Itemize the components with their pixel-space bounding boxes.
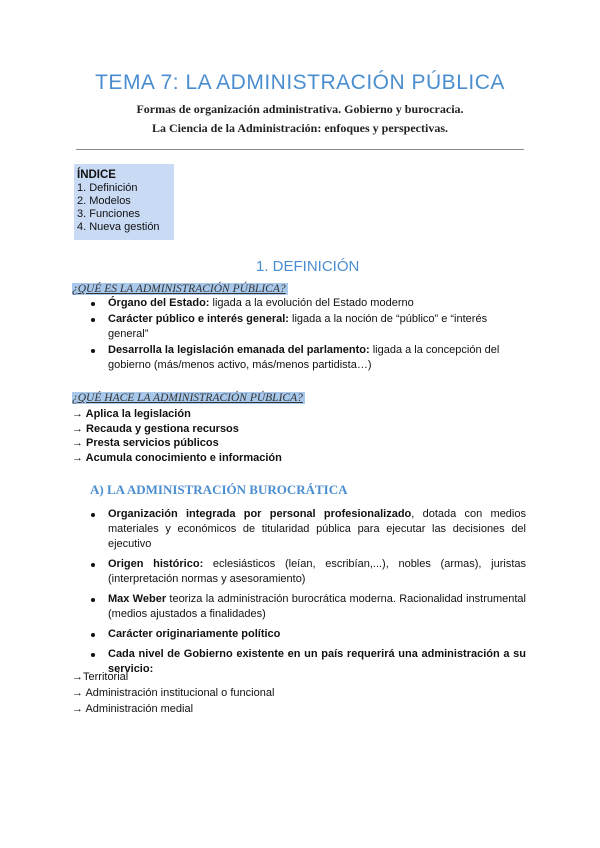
list-item: → Recauda y gestiona recursos [72,422,239,435]
list-item: Carácter originariamente político [88,627,526,642]
list-item: →Territorial [72,671,129,683]
title-divider [76,149,524,150]
question-heading-que-hace: ¿QUÉ HACE LA ADMINISTRACIÓN PÚBLICA? [72,392,303,404]
list-item: → Aplica la legislación [72,408,191,420]
list-item: Cada nivel de Gobierno existente en un país requerirá una administración a su servicio: [88,647,526,677]
question-heading-que-es: ¿QUÉ ES LA ADMINISTRACIÓN PÚBLICA? [72,283,286,295]
index-heading: ÍNDICE [77,169,116,181]
index-item: 2. Modelos [77,195,131,207]
section-heading-definicion: 1. DEFINICIÓN [256,258,360,275]
subtitle-line-2: La Ciencia de la Administración: enfoques y perspectivas. [152,121,448,135]
list-item: Órgano del Estado: ligada a la evolución del Estado moderno [88,296,528,311]
list-item: Desarrolla la legislación emanada del parlamento: ligada a la concepción del gobierno (más/menos activo, más/menos partidista…) [88,343,528,373]
section-heading-burocratica: A) LA ADMINISTRACIÓN BUROCRÁTICA [90,482,348,497]
subtitle-line-1: Formas de organización administrativa. Gobierno y burocracia. [136,102,464,116]
administration-types-list [72,669,274,717]
index-item: 3. Funciones [77,208,140,220]
definition-bullet-list [88,296,528,374]
list-item: → Presta servicios públicos [72,437,219,450]
index-item: 4. Nueva gestión [77,221,160,233]
list-item: → Administración institucional o funcional [72,687,275,699]
list-item: Max Weber teoriza la administración burocrática moderna. Racionalidad instrumental (medios ajustados a finalidades) [88,592,526,622]
actions-list [72,407,282,465]
page-title: TEMA 7: LA ADMINISTRACIÓN PÚBLICA [95,71,505,94]
list-item: Carácter público e interés general: ligada a la noción de “público” e “interés general” [88,312,528,342]
index-item: 1. Definición [77,182,138,194]
list-item: Origen histórico: eclesiásticos (leían, escribían,...), nobles (armas), juristas (interpretación normas y asesoramiento) [88,557,526,587]
list-item: → Administración medial [72,703,194,715]
index-box [74,164,174,240]
list-item: Organización integrada por personal profesionalizado, dotada con medios materiales y económicos de titularidad pública para ejecutar las decisiones del ejecutivo [88,507,526,552]
burocratica-bullet-list [88,507,526,682]
list-item: → Acumula conocimiento e información [72,451,282,464]
